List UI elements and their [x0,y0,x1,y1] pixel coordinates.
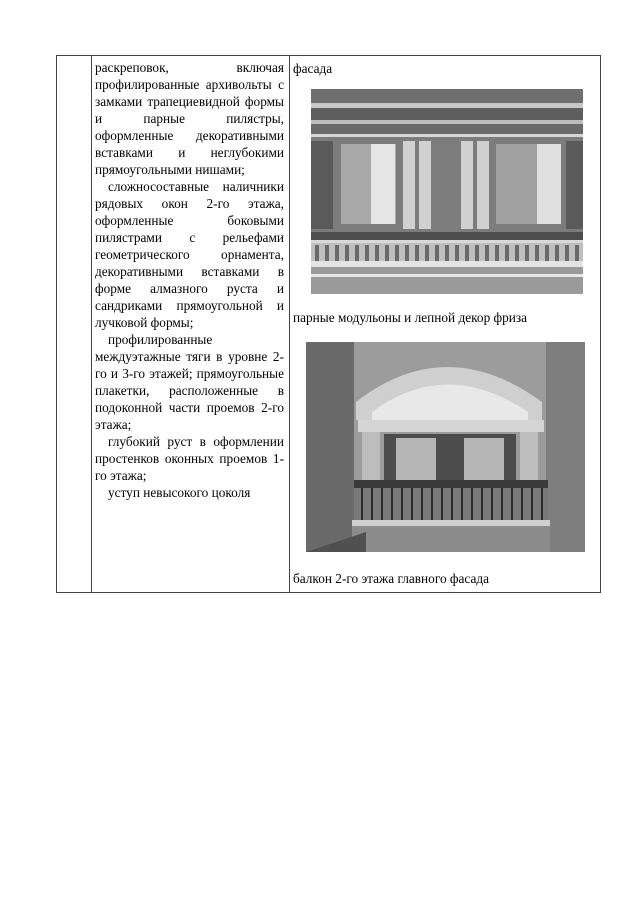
description-column [95,59,284,501]
monument-description-table [56,55,601,593]
caption-balcony: балкон 2-го этажа главного фасада [293,571,490,586]
description-paragraph: уступ невысокого цоколя [108,485,251,500]
column-divider-2 [289,56,290,592]
description-paragraph: глубокий руст в оформлении простенков оконных проемов 1-го этажа; [95,434,284,483]
description-paragraph: раскреповок, включая профилированные архивольты с замками трапециевидной формы и парные пилястры, оформленные декоративными вставками и неглубокими прямоугольными нишами; [95,60,284,177]
caption-frieze: парные модульоны и лепной декор фриза [293,310,528,325]
caption-continuation: фасада [293,61,333,76]
frieze-photo [311,89,583,294]
balcony-photo [306,342,585,552]
description-paragraph: сложносоставные наличники рядовых окон 2-го этажа, оформленные боковыми пилястрами с рельефами геометрического орнамента, декоративными вставками в форме алмазного руста и сандриками прямоугольной и лучковой формы; [95,179,284,330]
column-divider-1 [91,56,92,592]
description-paragraph: профилированные междуэтажные тяги в уровне 2-го и 3-го этажей; прямоугольные плакетки, расположенные в подоконной части проемов 2-го этажа; [95,332,284,432]
